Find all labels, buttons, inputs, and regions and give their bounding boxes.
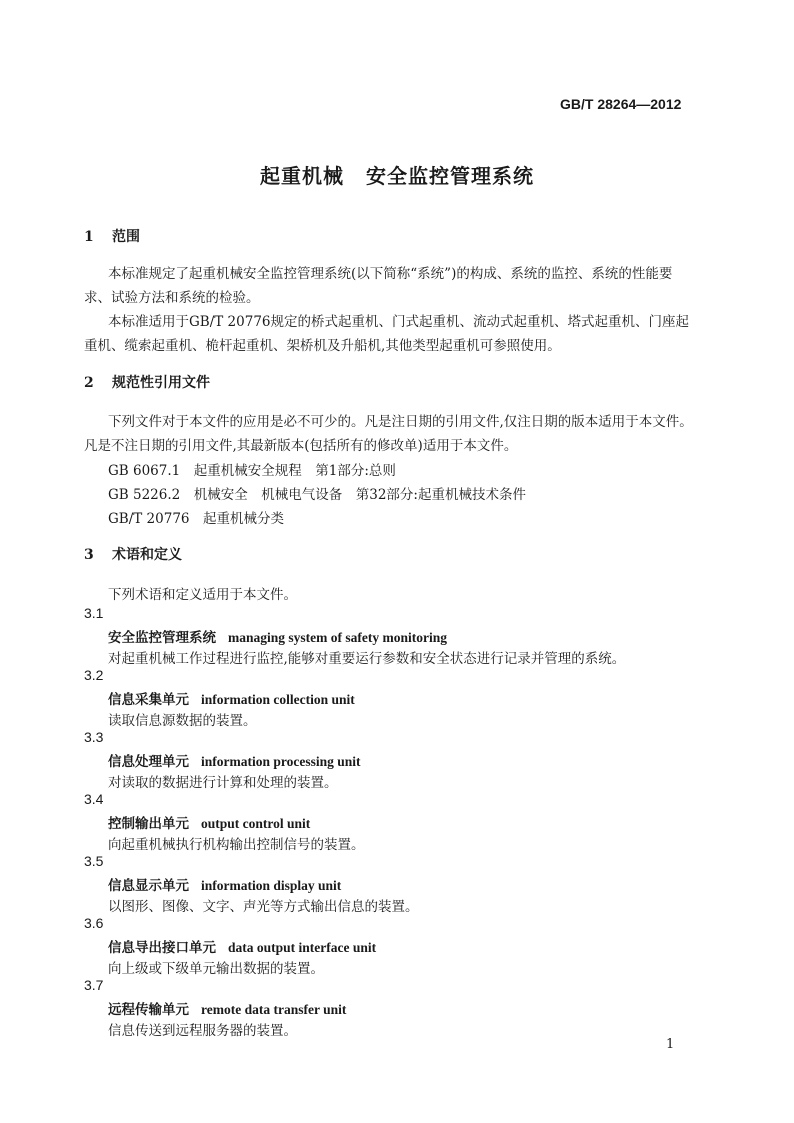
- term-number: 3.6: [84, 915, 104, 931]
- term-title: [108, 688, 355, 708]
- term-definition: 向上级或下级单元输出数据的装置。: [108, 961, 324, 977]
- term-zh: 信息处理单元: [108, 754, 189, 770]
- section-title: 术语和定义: [112, 547, 182, 563]
- term-en: information processing unit: [201, 754, 361, 769]
- term-zh: 安全监控管理系统: [108, 630, 216, 646]
- term-zh: 信息采集单元: [108, 692, 189, 708]
- section-1-heading: [84, 226, 140, 246]
- term-title: [108, 812, 310, 832]
- section-1-paragraph-1: 本标准规定了起重机械安全监控管理系统(以下简称“系统”)的构成、系统的监控、系统的性能要求、试验方法和系统的检验。: [84, 266, 673, 306]
- term-zh: 远程传输单元: [108, 1002, 189, 1018]
- term-definition: 对读取的数据进行计算和处理的装置。: [108, 775, 338, 791]
- term-title: [108, 626, 447, 646]
- standard-number: GB/T 28264—2012: [560, 96, 682, 112]
- term-en: information display unit: [201, 878, 342, 893]
- section-number: 2: [84, 375, 94, 391]
- term-en: managing system of safety monitoring: [228, 630, 447, 645]
- section-2-paragraph: 下列文件对于本文件的应用是必不可少的。凡是注日期的引用文件,仅注日期的版本适用于本文件。凡是不注日期的引用文件,其最新版本(包括所有的修改单)适用于本文件。: [84, 414, 693, 454]
- term-number: 3.1: [84, 605, 104, 621]
- title-part-1: 起重机械: [260, 164, 344, 188]
- term-zh: 信息显示单元: [108, 878, 189, 894]
- term-title: [108, 998, 346, 1018]
- reference-item: GB 6067.1 起重机械安全规程 第1部分:总则: [108, 463, 396, 479]
- reference-item: GB/T 20776 起重机械分类: [108, 511, 284, 527]
- term-definition: 以图形、图像、文字、声光等方式输出信息的装置。: [108, 899, 419, 915]
- term-zh: 控制输出单元: [108, 816, 189, 832]
- section-2-heading: [84, 372, 210, 392]
- term-title: [108, 936, 376, 956]
- term-en: information collection unit: [201, 692, 355, 707]
- section-number: 3: [84, 547, 94, 563]
- term-title: [108, 750, 361, 770]
- term-number: 3.3: [84, 729, 104, 745]
- section-title: 范围: [112, 229, 140, 245]
- term-definition: 对起重机械工作过程进行监控,能够对重要运行参数和安全状态进行记录并管理的系统。: [108, 651, 626, 667]
- term-number: 3.4: [84, 791, 104, 807]
- reference-item: GB 5226.2 机械安全 机械电气设备 第32部分:起重机械技术条件: [108, 487, 526, 503]
- page-number: 1: [666, 1037, 675, 1052]
- term-en: data output interface unit: [228, 940, 377, 955]
- term-number: 3.7: [84, 977, 104, 993]
- title-part-2: 安全监控管理系统: [366, 164, 534, 188]
- term-definition: 读取信息源数据的装置。: [108, 713, 257, 729]
- section-3-heading: [84, 544, 182, 564]
- term-en: output control unit: [201, 816, 311, 831]
- term-zh: 信息导出接口单元: [108, 940, 216, 956]
- term-en: remote data transfer unit: [201, 1002, 347, 1017]
- section-title: 规范性引用文件: [112, 375, 210, 391]
- term-definition: 向起重机械执行机构输出控制信号的装置。: [108, 837, 365, 853]
- term-number: 3.5: [84, 853, 104, 869]
- document-title: [0, 160, 794, 189]
- term-number: 3.2: [84, 667, 104, 683]
- section-3-intro: 下列术语和定义适用于本文件。: [108, 587, 297, 603]
- term-definition: 信息传送到远程服务器的装置。: [108, 1023, 297, 1039]
- section-number: 1: [84, 229, 94, 245]
- section-1-paragraph-2: 本标准适用于GB/T 20776规定的桥式起重机、门式起重机、流动式起重机、塔式起重机、门座起重机、缆索起重机、桅杆起重机、架桥机及升船机,其他类型起重机可参照使用。: [84, 314, 689, 354]
- term-title: [108, 874, 341, 894]
